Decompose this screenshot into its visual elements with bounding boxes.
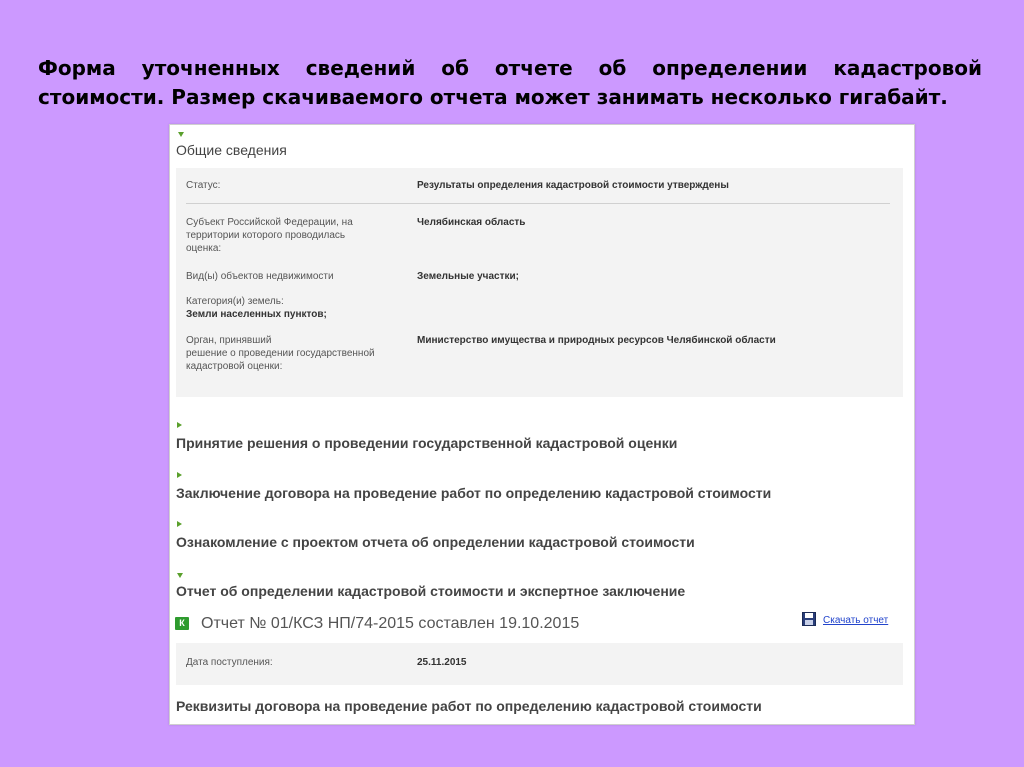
- report-title: Отчет № 01/КСЗ НП/74-2015 составлен 19.10.2015: [201, 615, 580, 632]
- section-report[interactable]: Отчет об определении кадастровой стоимости и экспертное заключение: [176, 583, 686, 599]
- received-label: Дата поступления:: [186, 657, 273, 668]
- download-report-link[interactable]: Скачать отчет: [823, 615, 889, 626]
- collapse-arrow-icon[interactable]: [178, 132, 184, 137]
- category-label: Категория(и) земель:: [186, 296, 284, 307]
- general-info-box: [176, 168, 903, 397]
- status-label: Статус:: [186, 180, 221, 191]
- section-contract[interactable]: Заключение договора на проведение работ по определению кадастровой стоимости: [176, 485, 772, 501]
- cadastral-form-panel: [169, 124, 915, 725]
- slide-title: Форма уточненных сведений об отчете об определении кадастровой стоимости. Размер скачиваемого отчета может занимать несколько гигабайт.: [38, 56, 982, 109]
- objects-value: Земельные участки;: [417, 271, 519, 282]
- section-general-heading[interactable]: Общие сведения: [176, 142, 287, 158]
- subject-label-line2: территории которого проводилась: [186, 230, 346, 241]
- report-badge: К: [175, 617, 189, 630]
- expand-arrow-icon[interactable]: [177, 422, 182, 428]
- expand-arrow-icon[interactable]: [177, 521, 182, 527]
- expand-arrow-icon[interactable]: [177, 472, 182, 478]
- objects-label: Вид(ы) объектов недвижимости: [186, 271, 334, 282]
- subject-label-line1: Субъект Российской Федерации, на: [186, 217, 353, 228]
- floppy-disk-icon[interactable]: [802, 612, 816, 626]
- report-received-box: [176, 643, 903, 685]
- section-decision[interactable]: Принятие решения о проведении государственной кадастровой оценки: [176, 435, 678, 451]
- category-value: Земли населенных пунктов;: [186, 309, 327, 320]
- organ-label-line3: кадастровой оценки:: [186, 361, 283, 372]
- organ-value: Министерство имущества и природных ресурсов Челябинской области: [417, 335, 776, 346]
- received-value: 25.11.2015: [417, 657, 467, 668]
- divider: [186, 203, 890, 204]
- collapse-arrow-icon[interactable]: [177, 573, 183, 578]
- organ-label-line1: Орган, принявший: [186, 335, 272, 346]
- status-value: Результаты определения кадастровой стоимости утверждены: [417, 180, 729, 191]
- organ-label-line2: решение о проведении государственной: [186, 348, 375, 359]
- section-review[interactable]: Ознакомление с проектом отчета об определении кадастровой стоимости: [176, 534, 695, 550]
- section-contract-details[interactable]: Реквизиты договора на проведение работ по определению кадастровой стоимости: [176, 698, 762, 714]
- subject-value: Челябинская область: [417, 217, 526, 228]
- subject-label-line3: оценка:: [186, 243, 222, 254]
